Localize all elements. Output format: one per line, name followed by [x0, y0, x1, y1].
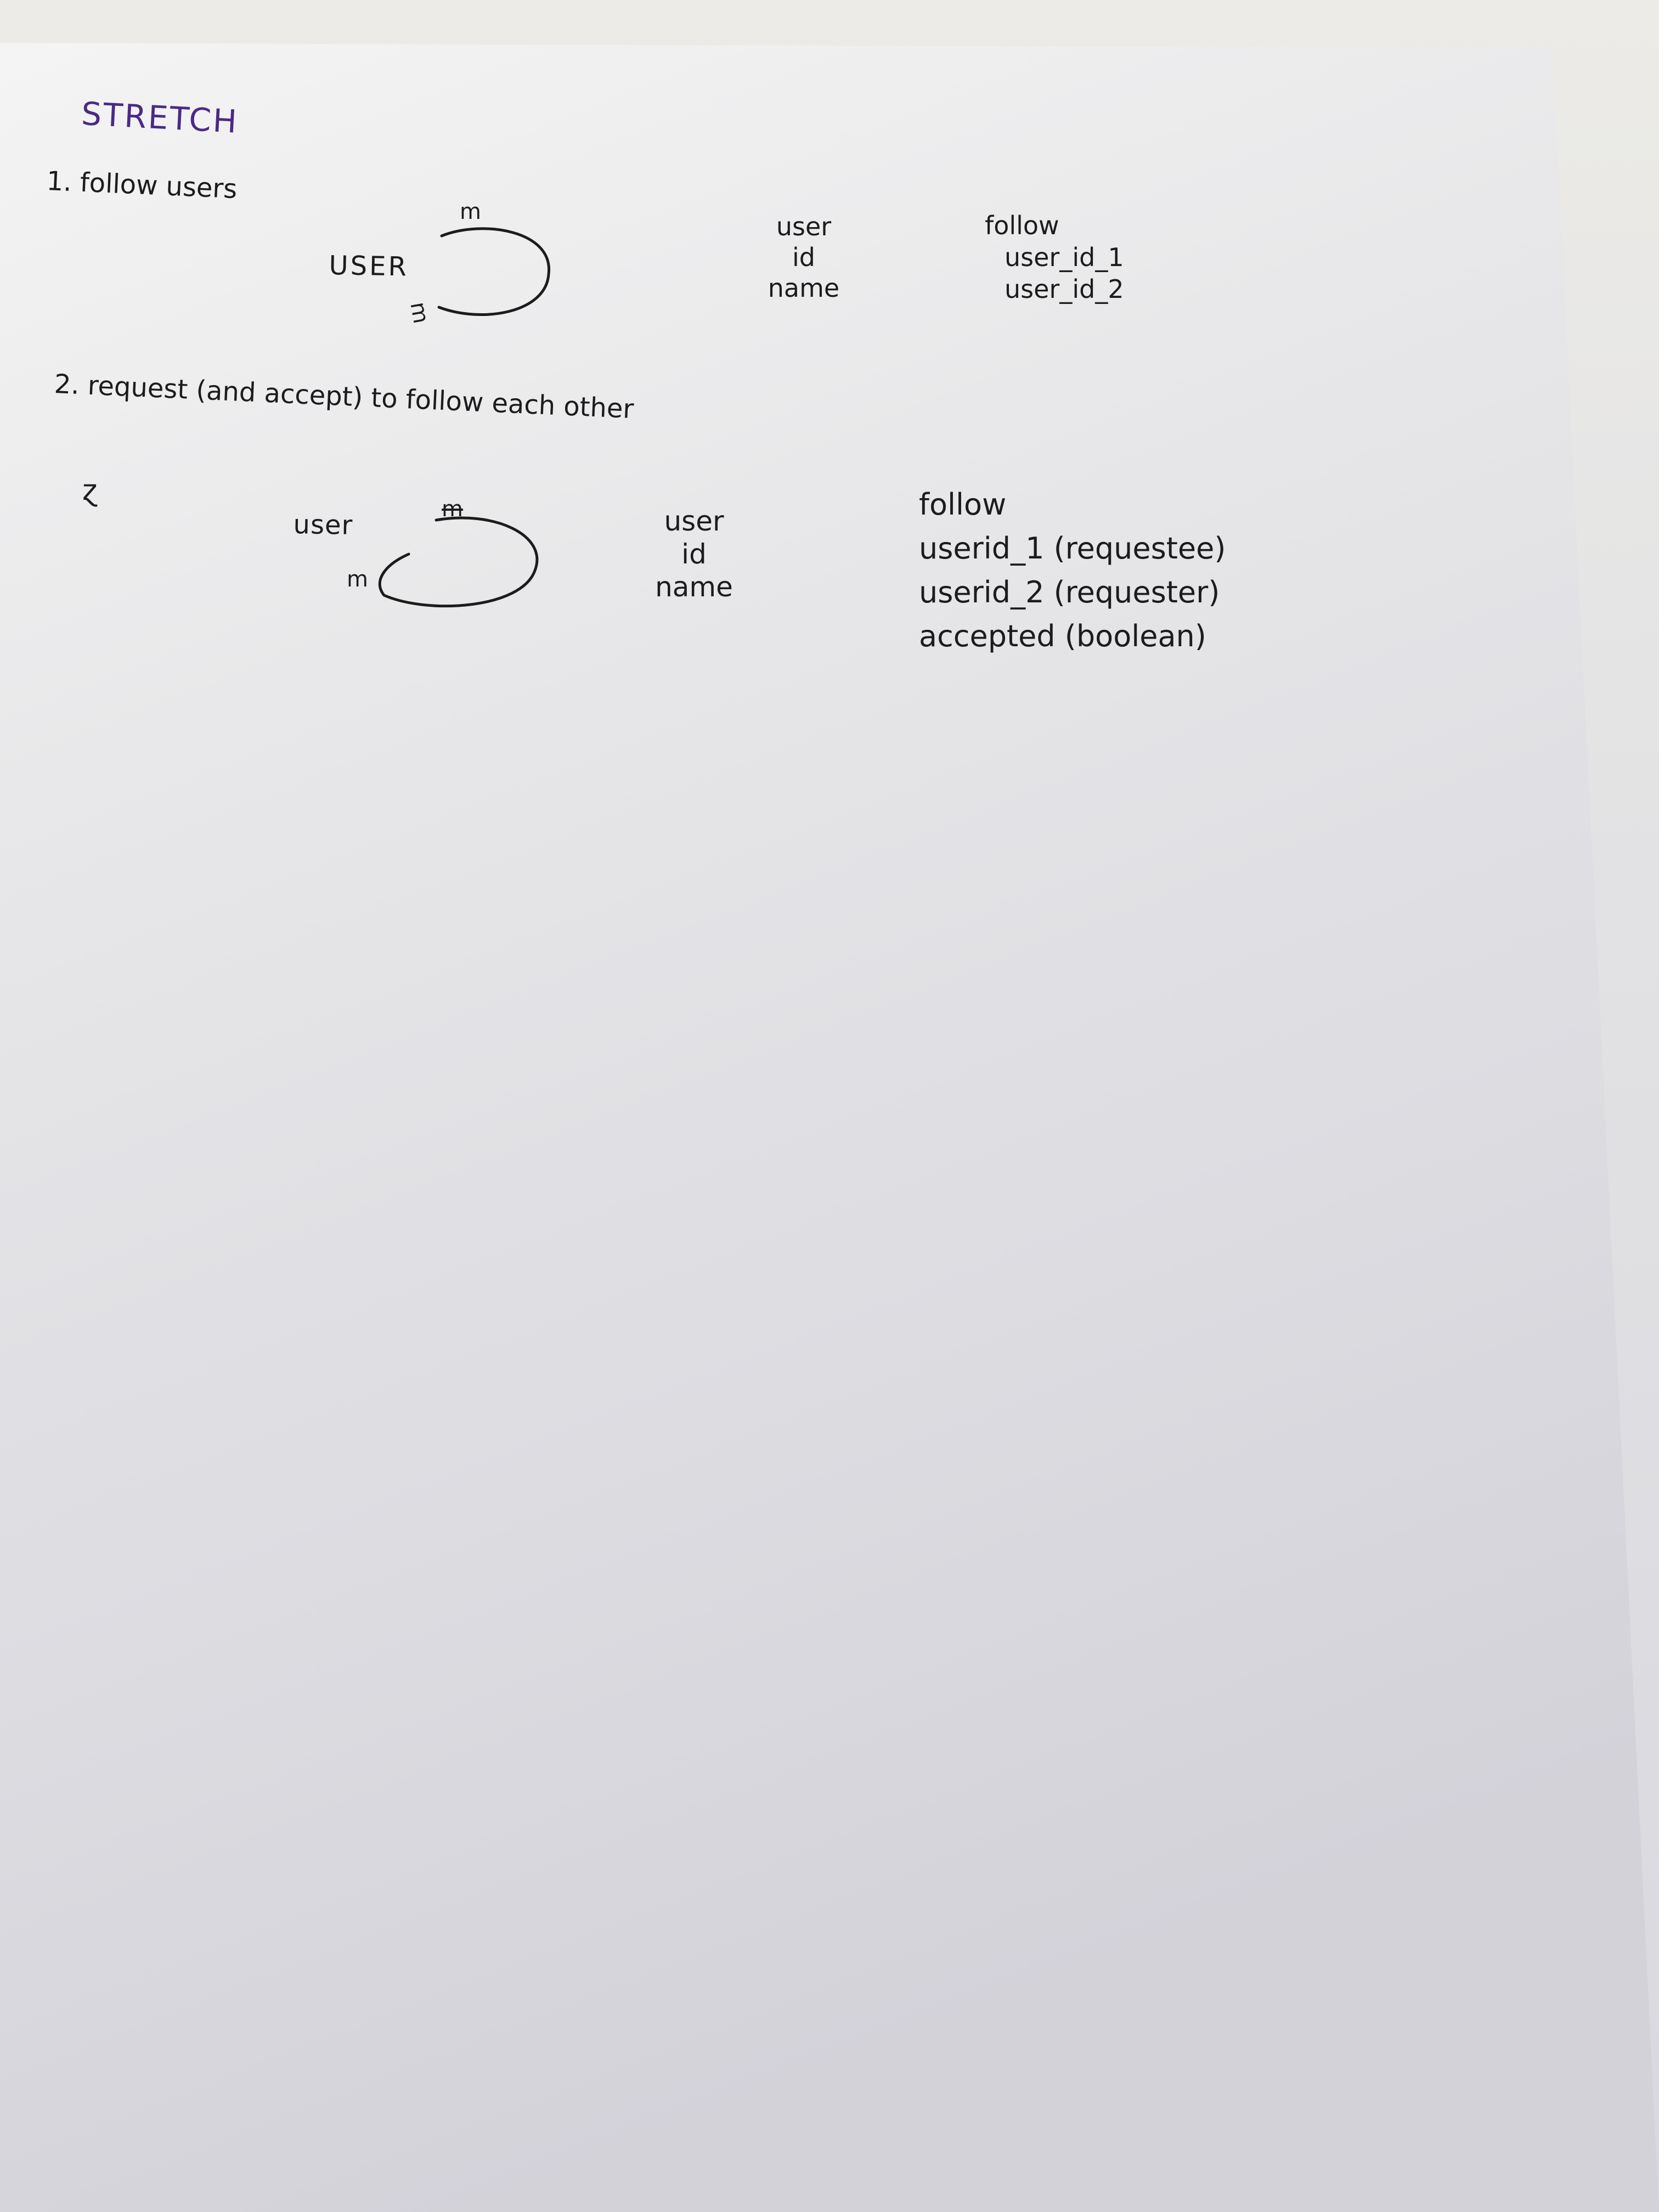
section2-follow-field-3: accepted (boolean)	[919, 619, 1206, 653]
section1-user-field-id: id	[792, 242, 815, 272]
section2-user-table-name: user	[664, 505, 724, 537]
section2-user-field-id: id	[681, 538, 707, 570]
section1-user-field-name: name	[768, 273, 840, 303]
section2-follow-field-1: userid_1 (requestee)	[919, 531, 1226, 566]
section1-follow-table-name: follow	[985, 211, 1059, 240]
section1-user-table-name: user	[776, 212, 832, 241]
section2-cardinality-bottom: m	[347, 567, 368, 592]
section1-cardinality-top: m	[460, 199, 481, 224]
section2-margin-mark: ɀ	[82, 474, 98, 507]
section2-user-field-name: name	[655, 571, 733, 603]
section1-cardinality-bottom: m	[405, 300, 434, 326]
page-title: STRETCH	[80, 95, 240, 140]
section2-heading: 2. request (and accept) to follow each other	[53, 369, 635, 425]
section2-user-table	[647, 505, 741, 603]
section1-follow-field-1: user_id_1	[1005, 242, 1124, 272]
section2-follow-table	[919, 483, 1226, 658]
section2-entity-label: user	[293, 509, 353, 541]
section1-follow-field-2: user_id_2	[1005, 274, 1124, 304]
section2-follow-field-2: userid_2 (requester)	[919, 575, 1220, 610]
section1-entity-label: USER	[329, 250, 409, 283]
section1-heading: 1. follow users	[46, 166, 238, 205]
section2-follow-table-name: follow	[919, 487, 1007, 522]
section2-cardinality-top: m	[442, 496, 463, 522]
